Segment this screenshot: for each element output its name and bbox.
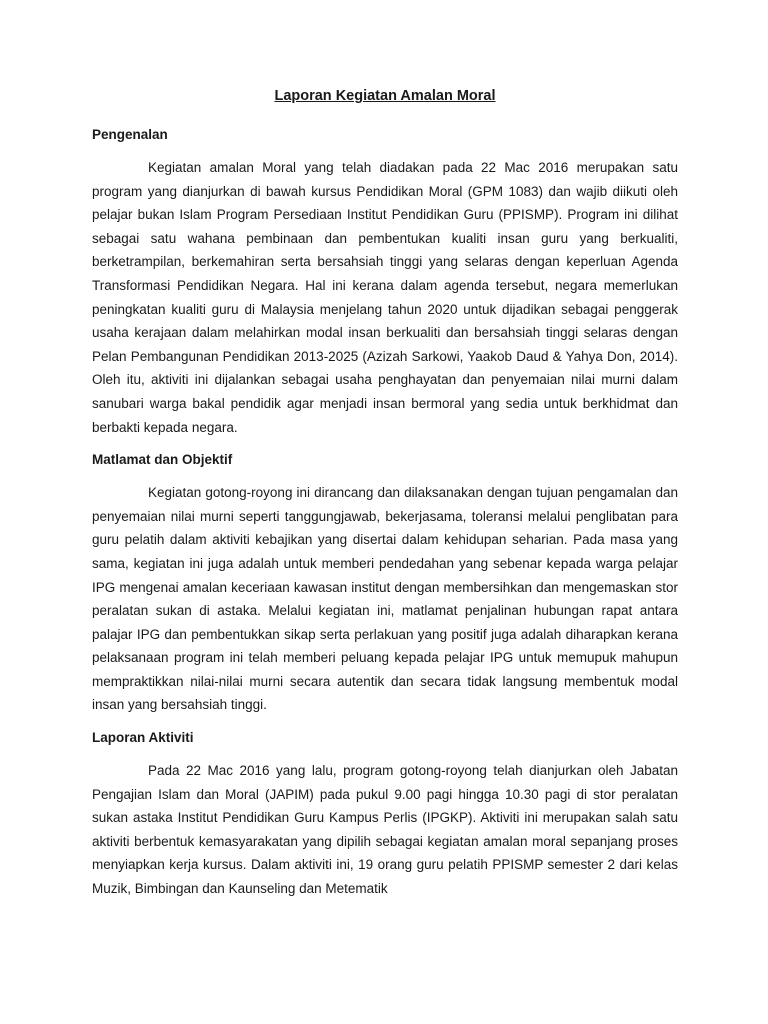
section-heading-matlamat-objektif: Matlamat dan Objektif <box>92 452 233 468</box>
section-paragraph-laporan-aktiviti: Pada 22 Mac 2016 yang lalu, program gotong-royong telah dianjurkan oleh Jabatan Pengajian Islam dan Moral (JAPIM) pada pukul 9.00 pagi hingga 10.30 pagi di stor peralatan sukan astaka Institut Pendidikan Guru Kampus Perlis (IPGKP). Aktiviti ini merupakan salah satu aktiviti berbentuk kemasyarakatan yang dipilih sebagai kegiatan amalan moral sepanjang proses menyiapkan kerja kursus. Dalam aktiviti ini, 19 orang guru pelatih PPISMP semester 2 dari kelas Muzik, Bimbingan dan Kaunseling dan Metematik <box>92 763 678 897</box>
document-title: Laporan Kegiatan Amalan Moral <box>274 88 496 104</box>
section-heading-laporan-aktiviti: Laporan Aktiviti <box>92 730 194 746</box>
section-paragraph-pengenalan: Kegiatan amalan Moral yang telah diadakan pada 22 Mac 2016 merupakan satu program yang dianjurkan di bawah kursus Pendidikan Moral (GPM 1083) dan wajib diikuti oleh pelajar bukan Islam Program Persediaan Institut Pendidikan Guru (PPISMP). Program ini dilihat sebagai satu wahana pembinaan dan pembentukan kualiti insan guru yang berkualiti, berketrampilan, berkemahiran serta bersahsiah tinggi yang selaras dengan keperluan Agenda Transformasi Pendidikan Negara. Hal ini kerana dalam agenda tersebut, negara memerlukan peningkatan kualiti guru di Malaysia menjelang tahun 2020 untuk dijadikan sebagai penggerak usaha kerajaan dalam melahirkan modal insan berkualiti dan bersahsiah tinggi selaras dengan Pelan Pembangunan Pendidikan 2013-2025 (Azizah Sarkowi, Yaakob Daud & Yahya Don, 2014). Oleh itu, aktiviti ini dijalankan sebagai usaha penghayatan dan penyemaian nilai murni dalam sanubari warga bakal pendidik agar menjadi insan bermoral yang sedia untuk berkhidmat dan berbakti kepada negara. <box>92 160 678 435</box>
section-heading-pengenalan: Pengenalan <box>92 127 168 142</box>
section-paragraph-matlamat-objektif: Kegiatan gotong-royong ini dirancang dan dilaksanakan dengan tujuan pengamalan dan penyemaian nilai murni seperti tanggungjawab, bekerjasama, toleransi melalui penglibatan para guru pelatih dalam aktiviti kebajikan yang disertai dalam kehidupan seharian. Pada masa yang sama, kegiatan ini juga adalah untuk memberi pendedahan yang sebenar kepada warga pelajar IPG mengenai amalan keceriaan kawasan institut dengan membersihkan dan mengemaskan stor peralatan sukan di astaka. Melalui kegiatan ini, matlamat penjalinan hubungan rapat antara palajar IPG dan pembentukkan sikap serta perlakuan yang positif juga adalah diharapkan kerana pelaksanaan program ini telah memberi peluang kepada pelajar IPG untuk memupuk mahupun mempraktikkan nilai-nilai murni secara autentik dan secara tidak langsung membentuk modal insan yang bersahsiah tinggi. <box>92 485 678 713</box>
